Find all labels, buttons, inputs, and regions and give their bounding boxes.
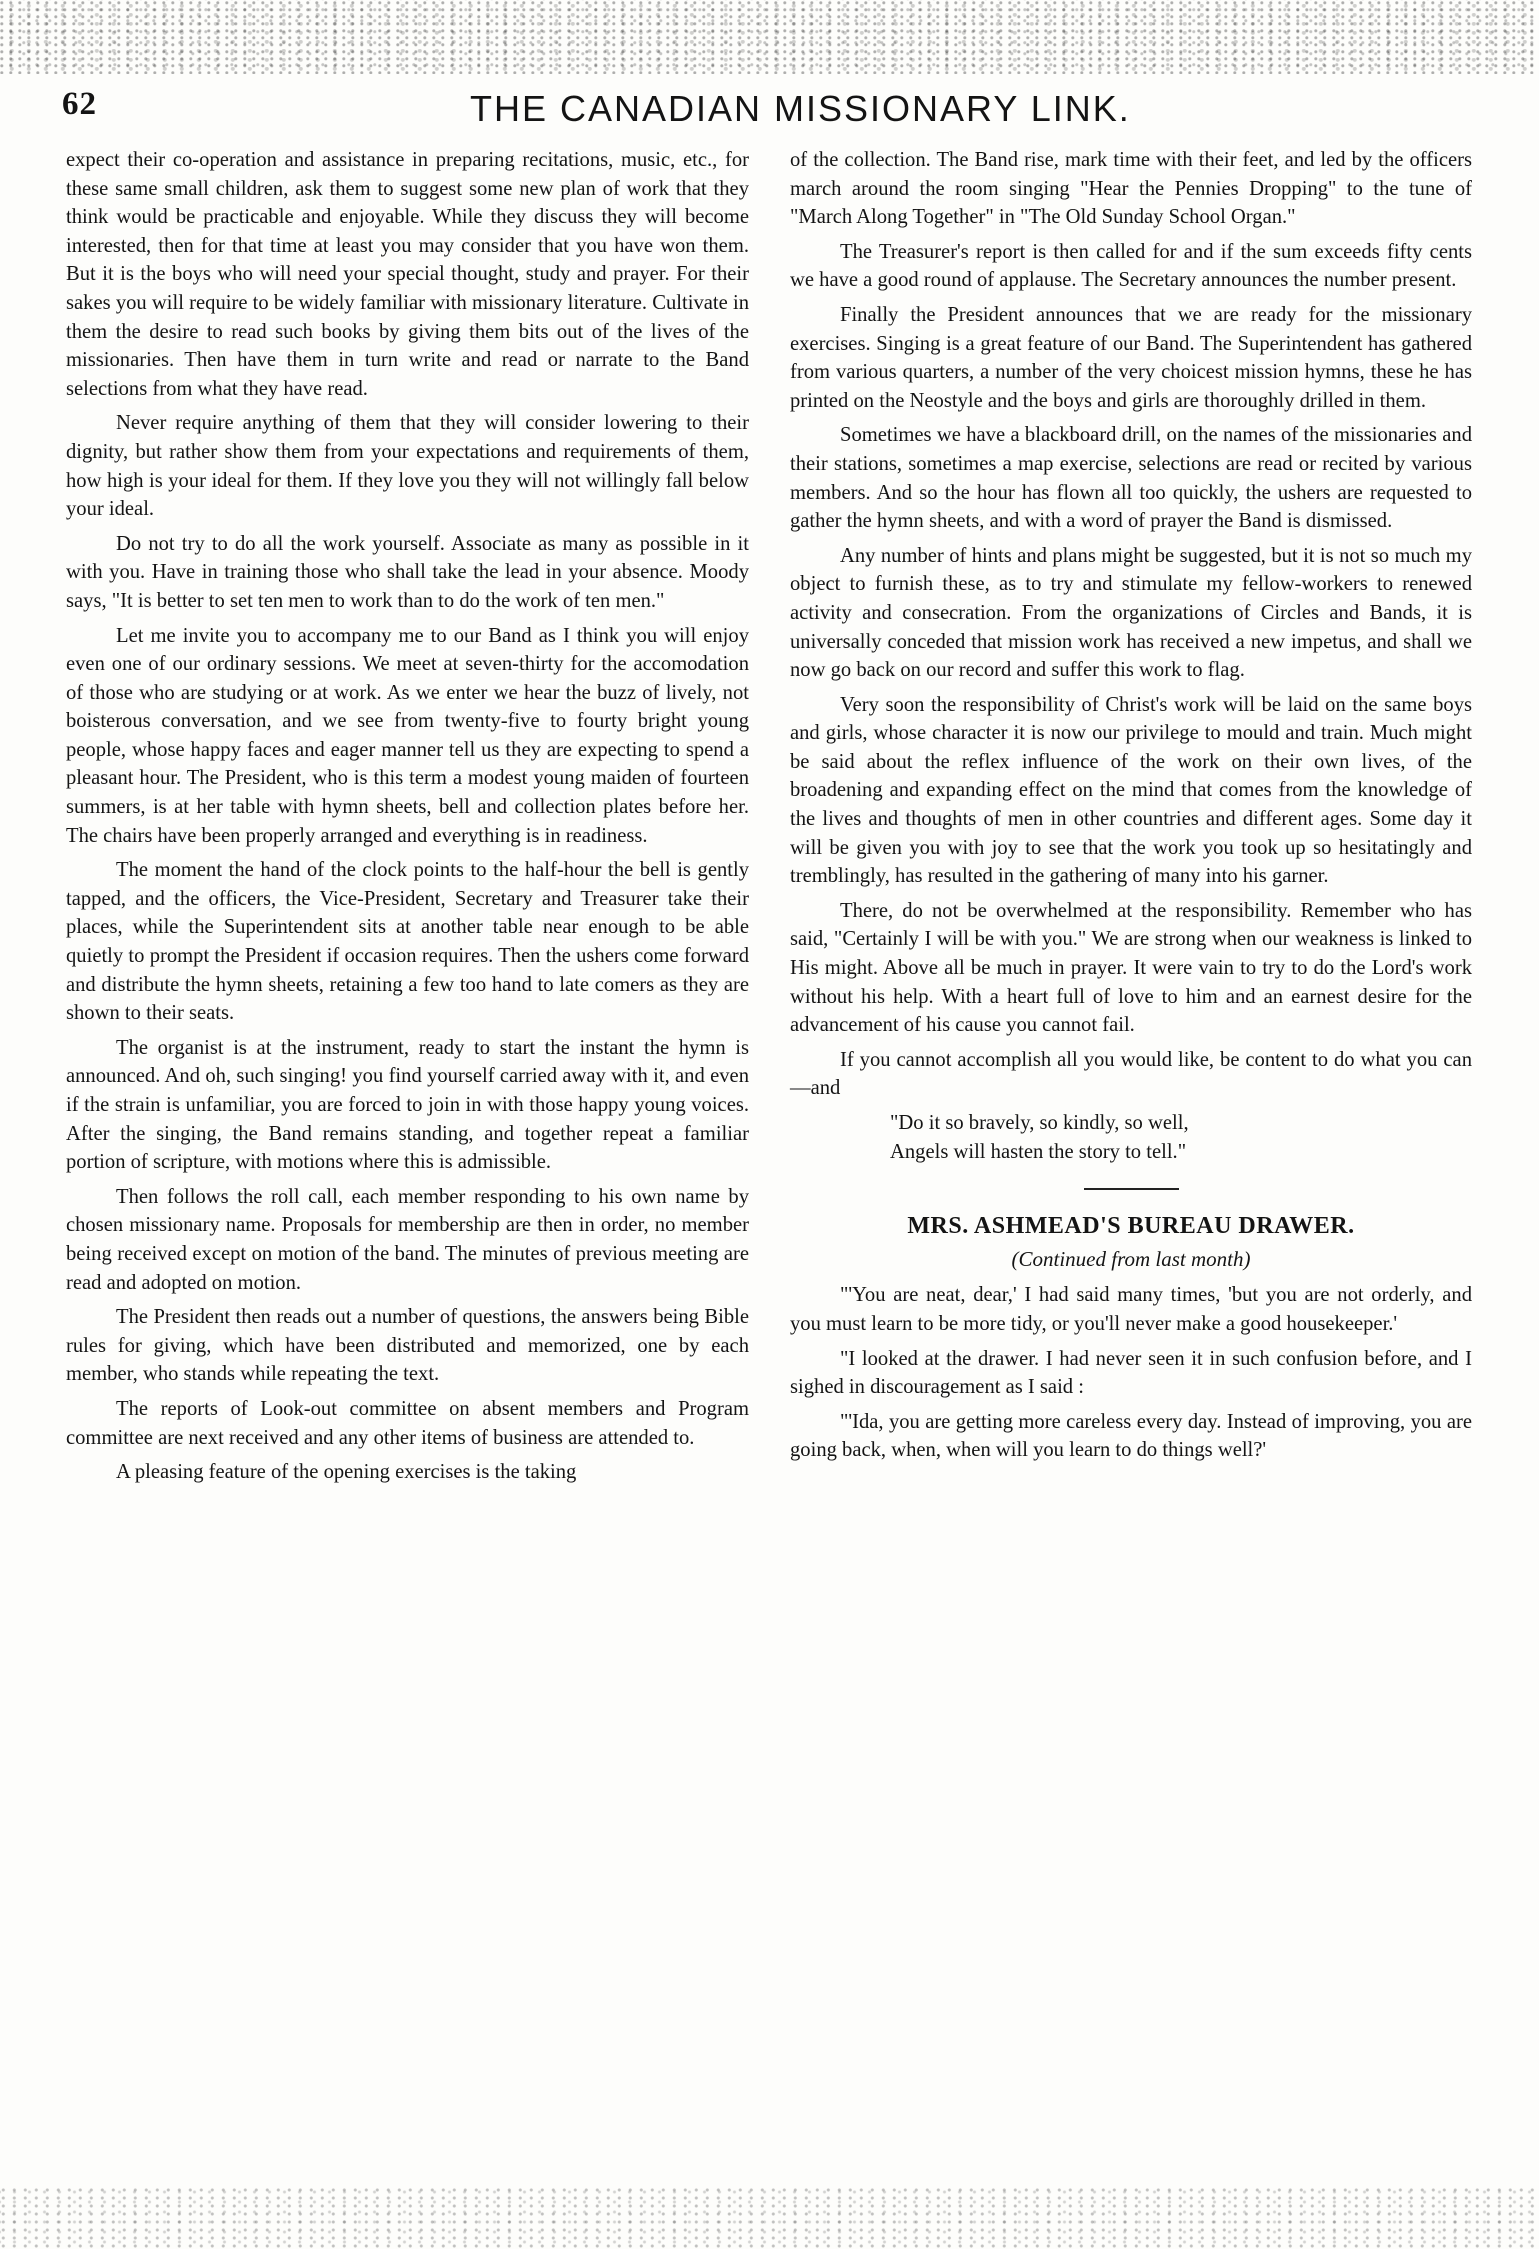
paragraph: expect their co-operation and assistance in preparing recitations, music, etc., for these same small children, ask them to suggest some new plan of work that they think would be practicable and enjoyable. While they discuss they will become interested, then for that time at least you may consider that you have won them. But it is the boys who will need your special thought, study and prayer. For their sakes you will require to be widely familiar with missionary literature. Cultivate in them the desire to read such books by giving them bits out of the lives of the missionaries. Then have them in turn write and read or narrate to the Band selections from what they have read. bbox=[66, 149, 749, 400]
scan-noise-bottom bbox=[0, 2186, 1539, 2249]
paragraph: The President then reads out a number of questions, the answers being Bible rules for giving, which have been distributed and memorized, one by each member, who stands while repeating the text. bbox=[66, 1306, 749, 1386]
poem bbox=[790, 1109, 1472, 1166]
left-column bbox=[66, 146, 749, 1493]
paragraph: The moment the hand of the clock points to the half-hour the bell is gently tapped, and the officers, the Vice-President, Secretary and Treasurer take their places, while the Superintendent sits at another table near enough to be able quietly to prompt the President if occasion requires. Then the ushers come forward and distribute the hymn sheets, retaining a few too hand to late comers as they are shown to their seats. bbox=[66, 859, 749, 1025]
section-divider bbox=[1084, 1188, 1179, 1190]
journal-title: THE CANADIAN MISSIONARY LINK. bbox=[470, 88, 1131, 129]
paragraph: of the collection. The Band rise, mark time with their feet, and led by the officers march around the room singing "Hear the Pennies Dropping" to the tune of "March Along Together" in "The Old Sunday School Organ." bbox=[790, 149, 1472, 229]
paragraph: There, do not be overwhelmed at the responsibility. Remember who has said, "Certainly I will be with you." We are strong when our weakness is linked to His might. Above all be much in prayer. It were vain to try to do the Lord's work without his help. With a heart full of love to him and an earnest desire for the advancement of his cause you cannot fail. bbox=[790, 899, 1472, 1037]
paragraph: Any number of hints and plans might be suggested, but it is not so much my object to furnish these, as to try and stimulate my fellow-workers to renewed activity and consecration. From the organizations of Circles and Bands, it is universally conceded that mission work has received a new impetus, and shall we now go back on our record and suffer this work to flag. bbox=[790, 544, 1472, 682]
paragraph: Let me invite you to accompany me to our Band as I think you will enjoy even one of our ordinary sessions. We meet at seven-thirty for the accomodation of those who are studying or at work. As we enter we hear the buzz of lively, not boisterous conversation, and we see from twenty-five to fourty bright young people, whose happy faces and eager manner tell us they are expecting to spend a pleasant hour. The President, who is this term a modest young maiden of fourteen summers, is at her table with hymn sheets, bell and collection plates before her. The chairs have been properly arranged and everything is in readiness. bbox=[66, 624, 749, 847]
paragraph: If you cannot accomplish all you would like, be content to do what you can—and bbox=[790, 1048, 1472, 1100]
paragraph: "'Ida, you are getting more careless every day. Instead of improving, you are going back, when, when will you learn to do things well?' bbox=[790, 1410, 1472, 1462]
paragraph: The reports of Look-out committee on absent members and Program committee are next received and any other items of business are attended to. bbox=[66, 1397, 749, 1449]
paragraph: Then follows the roll call, each member responding to his own name by chosen missionary name. Proposals for membership are then in order, no member being received except on motion of the band. The minutes of previous meeting are read and adopted on motion. bbox=[66, 1185, 749, 1294]
poem-line: "Do it so bravely, so kindly, so well, bbox=[890, 1112, 1189, 1134]
paragraph: Sometimes we have a blackboard drill, on the names of the missionaries and their stations, sometimes a map exercise, selections are read or recited by various members. And so the hour has flown all too quickly, the ushers are requested to gather the hymn sheets, and with a word of prayer the Band is dismissed. bbox=[790, 424, 1472, 533]
poem-line: Angels will hasten the story to tell." bbox=[890, 1140, 1187, 1163]
paragraph: Never require anything of them that they will consider lowering to their dignity, but rather show them from your expectations and requirements of them, how high is your ideal for them. If they love you they will not willingly fall below your ideal. bbox=[66, 412, 749, 521]
paragraph: "I looked at the drawer. I had never seen it in such confusion before, and I sighed in discouragement as I said : bbox=[790, 1347, 1472, 1399]
paragraph: "'You are neat, dear,' I had said many times, 'but you are not orderly, and you must learn to be more tidy, or you'll never make a good housekeeper.' bbox=[790, 1284, 1472, 1335]
article-title: MRS. ASHMEAD'S BUREAU DRAWER. bbox=[907, 1213, 1355, 1240]
paragraph: Finally the President announces that we are ready for the missionary exercises. Singing is a great feature of our Band. The Superintendent has gathered from various quarters, a number of the very choicest mission hymns, these he has printed on the Neostyle and the boys and girls are thoroughly drilled in them. bbox=[790, 303, 1472, 412]
page-number: 62 bbox=[62, 86, 97, 122]
scan-noise-top bbox=[0, 0, 1539, 74]
paragraph: A pleasing feature of the opening exercises is the taking bbox=[116, 1461, 577, 1484]
right-column bbox=[790, 146, 1472, 1471]
paragraph: The Treasurer's report is then called for and if the sum exceeds fifty cents we have a good round of applause. The Secretary announces the number present. bbox=[790, 240, 1472, 292]
paragraph: Do not try to do all the work yourself. Associate as many as possible in it with you. Have in training those who shall take the lead in your absence. Moody says, "It is better to set ten men to work than to do the work of ten men." bbox=[66, 532, 749, 612]
paragraph: Very soon the responsibility of Christ's work will be laid on the same boys and girls, whose character it is now our privilege to mould and train. Much might be said about the reflex influence of the work on their own lives, of the broadening and expanding effect on the mind that comes from the knowledge of the lives and thoughts of men in other countries and different ages. Some day it will be given you with joy to see that the work you took up so hesitatingly and tremblingly, has resulted in the gathering of many into his garner. bbox=[790, 693, 1472, 888]
paragraph: The organist is at the instrument, ready to start the instant the hymn is announced. And oh, such singing! you find yourself carried away with it, and even if the strain is unfamiliar, you are forced to join in with those happy young voices. After the singing, the Band remains standing, and together repeat a familiar portion of scripture, with motions where this is admissible. bbox=[66, 1036, 749, 1174]
article-subtitle: (Continued from last month) bbox=[1011, 1246, 1251, 1271]
